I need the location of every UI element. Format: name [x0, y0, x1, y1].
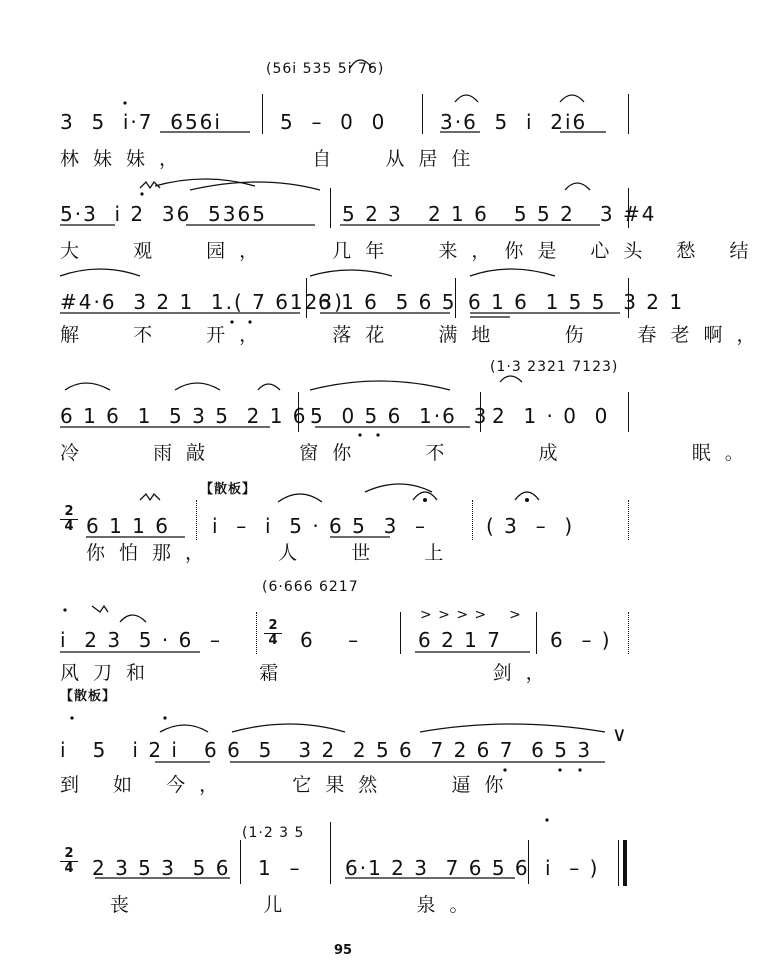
barline: [628, 278, 629, 318]
notes-7a: i 5 i 2 i 6 6 5 3 2 2 5 6 7 2 6 7 6 5 3: [60, 738, 593, 762]
notes-8c: 6·1 2 3 7 6 5 6: [345, 856, 530, 880]
notes-8d: i – ): [545, 856, 600, 880]
intro-notes-6: (6·666 6217: [262, 579, 359, 595]
notes-5c: ( 3 – ): [486, 514, 575, 538]
barline-dotted: [628, 500, 629, 540]
lyrics-7: 到 如 今， 它果然 逼你: [60, 774, 518, 796]
notes-8a: 2 3 5 3 5 6: [92, 856, 231, 880]
lyrics-8: 丧 儿 泉。: [110, 894, 483, 916]
lyrics-5: 你怕那， 人 世 上: [86, 542, 458, 564]
barline: [480, 392, 481, 432]
notes-3a: #4·6 3 2 1 1.( 7 6123): [60, 290, 344, 314]
notes-4a: 6 1 6 1 5 3 5 2 1 6: [60, 404, 308, 428]
barline: [240, 840, 241, 884]
notes-6b: 6 –: [300, 628, 361, 652]
time-signature: 2 4: [264, 620, 282, 647]
barline: [262, 94, 263, 134]
notes-5a: 6 1 1 6: [86, 514, 170, 538]
notes-3c: 6 1 6 1 5 5 3 2 1: [468, 290, 685, 314]
notes-2a: 5·3 i 2 36 5365: [60, 202, 267, 226]
notes-4c: 2 1 · 0 0: [492, 404, 610, 428]
final-double-barline: [618, 840, 627, 886]
outro-notes-3: (1·3 2321 7123): [490, 359, 619, 375]
breath-mark: ∨: [612, 722, 629, 746]
tempo-tag-sanban: 【散板】: [60, 689, 117, 704]
notes-1c: 3·6 5 i 2i6: [440, 110, 588, 134]
barline: [422, 94, 423, 134]
barline-dotted: [472, 500, 473, 540]
notes-1b: 5 – 0 0: [280, 110, 387, 134]
notes-2b: 5 2 3 2 1 6 5 5 2 3 #4: [342, 202, 657, 226]
tempo-tag-sanban: 【散板】: [200, 482, 257, 497]
barline-dotted: [256, 612, 257, 654]
notes-6c: 6 2 1 7: [418, 628, 502, 652]
lyrics-1: 林妹妹， 自 从居住: [60, 148, 485, 170]
barline: [628, 188, 629, 228]
barline: [298, 392, 299, 432]
barline-dotted: [628, 612, 629, 654]
notes-6a: i 2 3 5 · 6 –: [60, 628, 223, 652]
barline: [528, 840, 529, 884]
lyrics-4: 冷 雨敲 窗你 不 成 眠。: [60, 442, 758, 464]
time-signature: 2 4: [60, 848, 78, 875]
barline: [400, 612, 401, 654]
lyrics-6: 风刀和 霜 剑，: [60, 662, 559, 684]
accent-marks: > > > > >: [420, 607, 522, 623]
barline: [455, 278, 456, 318]
lyrics-3: 解 不 开， 落花 满地 伤 春老啊，: [60, 324, 770, 346]
intro-notes-1: (56i 535 5i 76): [266, 61, 385, 77]
lyrics-2: 大 观 园， 几年 来，你是 心头 愁 结: [60, 240, 763, 262]
barline: [330, 822, 331, 884]
notes-1a: 3 5 i·7 656i: [60, 110, 222, 134]
intro-notes-8: (1·2 3 5: [242, 825, 305, 841]
page-number: 95: [334, 943, 353, 958]
notes-3b: 6 1 6 5 6 5: [318, 290, 457, 314]
barline: [628, 94, 629, 134]
barline: [306, 278, 307, 318]
notes-6d: 6 – ): [550, 628, 612, 652]
barline: [330, 188, 331, 228]
time-signature: 2 4: [60, 506, 78, 533]
notes-4b: 5 0 5 6 1·6 3: [310, 404, 489, 428]
barline: [536, 612, 537, 654]
barline-dotted: [196, 500, 197, 540]
notes-8b: 1 –: [258, 856, 302, 880]
barline: [628, 392, 629, 432]
notes-5b: i – i 5 · 6 5 3 –: [212, 514, 428, 538]
